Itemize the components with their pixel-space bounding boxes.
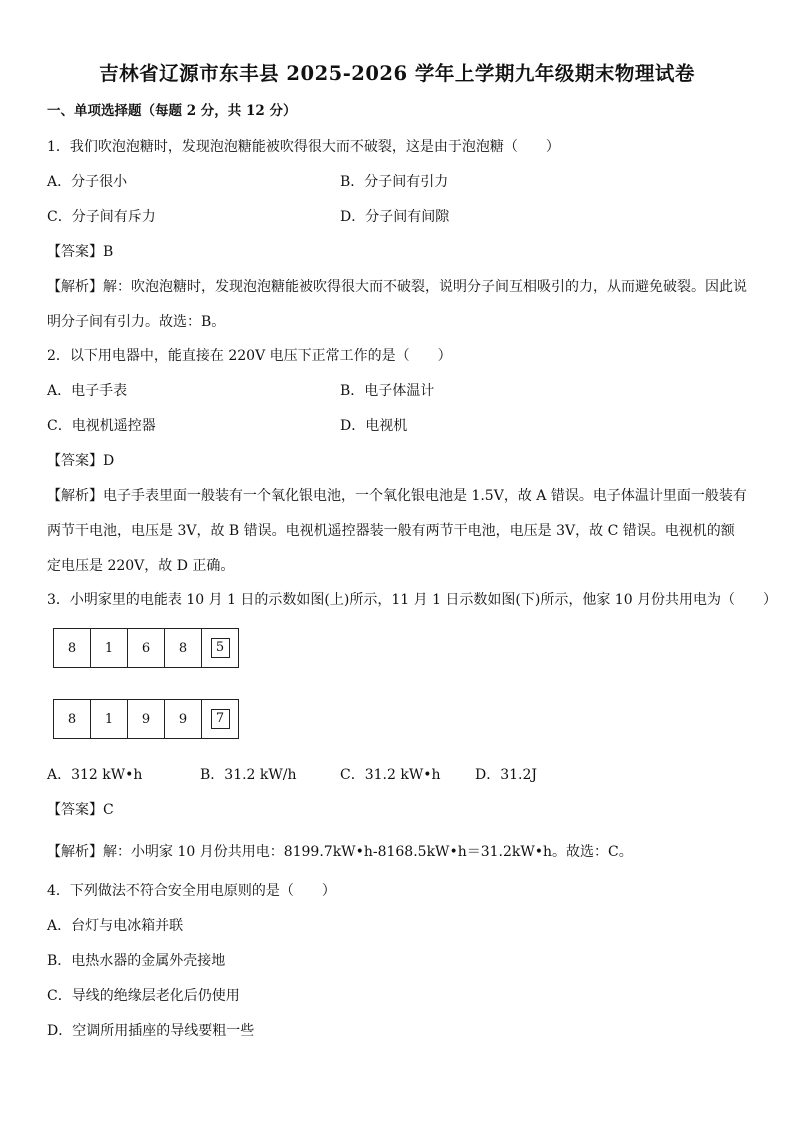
analysis-label: 【解析】 (47, 488, 103, 504)
analysis-label: 【解析】 (47, 844, 103, 860)
q2-option-b: B．电子体温计 (340, 383, 435, 399)
q4-option-d: D．空调所用插座的导线要粗一些 (47, 1023, 255, 1039)
meter-digit: 8 (54, 629, 91, 668)
meter-digit: 6 (128, 629, 165, 668)
meter-reading-bottom (53, 699, 239, 739)
answer-value: B (103, 244, 114, 260)
meter-digit: 1 (91, 629, 128, 668)
answer-label: 【答案】 (47, 244, 103, 260)
q3-answer (47, 800, 114, 820)
document-title: 吉林省辽源市东丰县 2025-2026 学年上学期九年级期末物理试卷 (99, 62, 695, 85)
meter-digit: 8 (165, 629, 202, 668)
q3-analysis (47, 842, 633, 862)
meter-digit: 8 (54, 700, 91, 739)
meter-decimal-box: 7 (211, 709, 230, 729)
answer-label: 【答案】 (47, 453, 103, 469)
q4-option-b: B．电热水器的金属外壳接地 (47, 953, 226, 969)
meter-digit: 1 (91, 700, 128, 739)
q1-analysis (47, 270, 747, 340)
q2-analysis (47, 479, 747, 584)
q1-option-d: D．分子间有间隙 (340, 209, 450, 225)
answer-label: 【答案】 (47, 802, 103, 818)
q2-stem: 2．以下用电器中，能直接在 220V 电压下正常工作的是（ ） (47, 348, 452, 364)
q2-option-a: A．电子手表 (47, 383, 128, 399)
q3-option-a: A．312 kW•h (47, 767, 143, 783)
q3-option-b: B．31.2 kW/h (200, 767, 297, 783)
meter-decimal-digit (202, 700, 239, 739)
answer-value: D (103, 453, 115, 469)
q3-stem: 3．小明家里的电能表 10 月 1 日的示数如图(上)所示，11 月 1 日示数如图(下)所示，他家 10 月份共用电为（ ） (47, 592, 778, 608)
q2-option-d: D．电视机 (340, 418, 408, 434)
q3-option-d: D．31.2J (475, 767, 538, 783)
meter-digit: 9 (165, 700, 202, 739)
meter-decimal-digit (202, 629, 239, 668)
q4-option-a: A．台灯与电冰箱并联 (47, 918, 184, 934)
analysis-label: 【解析】 (47, 279, 103, 295)
q2-answer (47, 451, 114, 471)
q1-option-b: B．分子间有引力 (340, 174, 449, 190)
q1-option-c: C．分子间有斥力 (47, 209, 156, 225)
meter-decimal-box: 5 (211, 638, 230, 658)
answer-value: C (103, 802, 114, 818)
q2-option-c: C．电视机遥控器 (47, 418, 156, 434)
q1-option-a: A．分子很小 (47, 174, 128, 190)
q1-answer (47, 242, 113, 262)
q1-stem: 1．我们吹泡泡糖时，发现泡泡糖能被吹得很大而不破裂，这是由于泡泡糖（ ） (47, 139, 560, 155)
analysis-text: 电子手表里面一般装有一个氧化银电池，一个氧化银电池是 1.5V，故 A 错误。电子体温计里面一般装有两节干电池，电压是 3V，故 B 错误。电视机遥控器装一般有两节干电池，电压是 3V，故 C 错误。电视机的额定电压是 220V，故 D 正确。 (47, 488, 747, 574)
analysis-text: 解：小明家 10 月份共用电：8199.7kW•h-8168.5kW•h＝31.2kW•h。故选：C。 (103, 844, 633, 860)
meter-reading-top (53, 628, 239, 668)
q4-stem: 4．下列做法不符合安全用电原则的是（ ） (47, 883, 336, 899)
q3-option-c: C．31.2 kW•h (340, 767, 441, 783)
q4-option-c: C．导线的绝缘层老化后仍使用 (47, 988, 240, 1004)
meter-digit: 9 (128, 700, 165, 739)
section-heading: 一、单项选择题（每题 2 分，共 12 分） (47, 103, 297, 119)
analysis-text: 解：吹泡泡糖时，发现泡泡糖能被吹得很大而不破裂，说明分子间互相吸引的力，从而避免破裂。因此说明分子间有引力。故选：B。 (47, 279, 747, 330)
